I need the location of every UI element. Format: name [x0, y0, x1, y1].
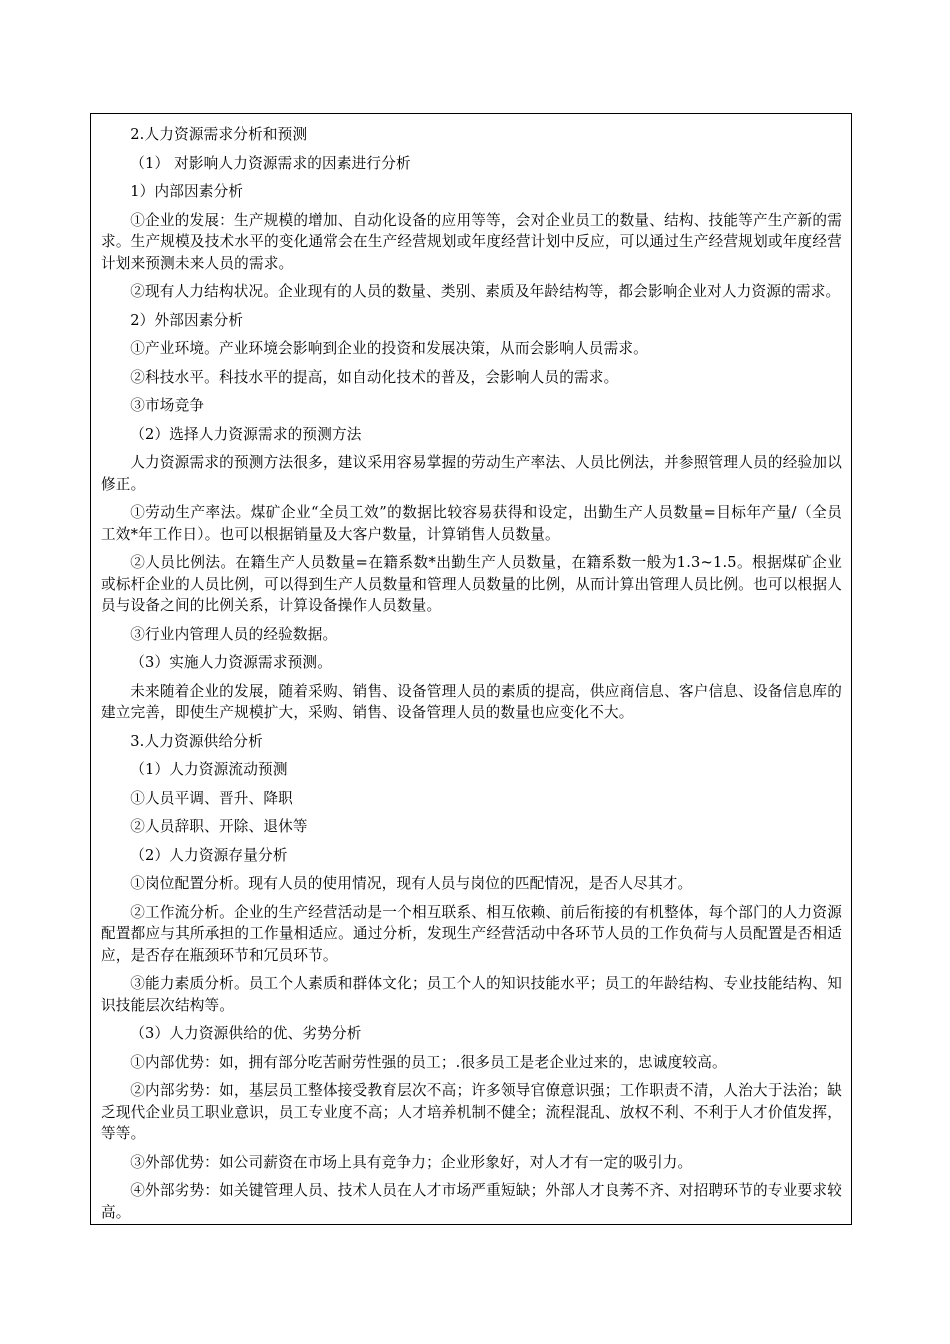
section-heading: 2.人力资源需求分析和预测: [130, 126, 308, 143]
body-paragraph: ①人员平调、晋升、降职: [130, 789, 293, 807]
body-paragraph: ②人员辞职、开除、退休等: [130, 818, 308, 835]
body-paragraph: 未来随着企业的发展，随着采购、销售、设备管理人员的素质的提高，供应商信息、客户信息、设备信息库的建立完善，即使生产规模扩大，采购、销售、设备管理人员的数量也应变化不大。: [101, 682, 842, 721]
sub-subsection-heading: 1）内部因素分析: [130, 183, 244, 200]
section-heading: 3.人力资源供给分析: [130, 732, 263, 750]
body-paragraph: ②工作流分析。企业的生产经营活动是一个相互联系、相互依赖、前后衔接的有机整体，每个部门的人力资源配置都应与其所承担的工作量相适应。通过分析，发现生产经营活动中各环节人员的工作负荷与人员配置是否相适应，是否存在瓶颈环节和冗员环节。: [101, 903, 842, 964]
subsection-heading: （3）人力资源供给的优、劣势分析: [130, 1025, 362, 1042]
body-paragraph: ③能力素质分析。员工个人素质和群体文化；员工个人的知识技能水平；员工的年龄结构、专业技能结构、知识技能层次结构等。: [101, 975, 842, 1014]
body-paragraph: ②人员比例法。在籍生产人员数量=在籍系数*出勤生产人员数量，在籍系数一般为1.3~1.5。根据煤矿企业或标杆企业的人员比例，可以得到生产人员数量和管理人员数量的比例，从而计算出管理人员比例。也可以根据人员与设备之间的比例关系，计算设备操作人员数量。: [101, 554, 842, 614]
body-paragraph: ①内部优势：如，拥有部分吃苦耐劳性强的员工；.很多员工是老企业过来的，忠诚度较高。: [130, 1053, 727, 1071]
body-paragraph: ③行业内管理人员的经验数据。: [130, 625, 338, 643]
document-table-cell: [90, 113, 852, 1225]
body-paragraph: ②现有人力结构状况。企业现有的人员的数量、类别、素质及年龄结构等，都会影响企业对人力资源的需求。: [130, 283, 841, 300]
body-paragraph: ②科技水平。科技水平的提高，如自动化技术的普及，会影响人员的需求。: [130, 368, 619, 386]
body-paragraph: ③市场竞争: [130, 397, 205, 414]
subsection-heading: （1） 对影响人力资源需求的因素进行分析: [130, 154, 411, 172]
body-paragraph: ①劳动生产率法。煤矿企业“全员工效”的数据比较容易获得和设定，出勤生产人员数量=目标年产量/（全员工效*年工作日）。也可以根据销量及大客户数量，计算销售人员数量。: [101, 504, 842, 543]
subsection-heading: （2）选择人力资源需求的预测方法: [130, 425, 362, 443]
subsection-heading: （2）人力资源存量分析: [130, 846, 288, 864]
body-paragraph: ④外部劣势：如关键管理人员、技术人员在人才市场严重短缺；外部人才良莠不齐、对招聘环节的专业要求较高。: [101, 1182, 842, 1221]
body-paragraph: 人力资源需求的预测方法很多，建议采用容易掌握的劳动生产率法、人员比例法，并参照管理人员的经验加以修正。: [101, 454, 842, 493]
subsection-heading: （1）人力资源流动预测: [130, 761, 288, 778]
sub-subsection-heading: 2）外部因素分析: [130, 311, 244, 329]
body-paragraph: ③外部优势：如公司薪资在市场上具有竞争力；企业形象好，对人才有一定的吸引力。: [130, 1153, 693, 1171]
body-paragraph: ①岗位配置分析。现有人员的使用情况，现有人员与岗位的匹配情况，是否人尽其才。: [130, 875, 693, 892]
body-paragraph: ①企业的发展：生产规模的增加、自动化设备的应用等等，会对企业员工的数量、结构、技能等产生产新的需求。生产规模及技术水平的变化通常会在生产经营规划或年度经营计划中反应，可以通过生产经营规划或年度经营计划来预测未来人员的需求。: [101, 211, 842, 272]
body-paragraph: ②内部劣势：如，基层员工整体接受教育层次不高；许多领导官僚意识强；工作职责不清，人治大于法治；缺乏现代企业员工职业意识，员工专业度不高；人才培养机制不健全；流程混乱、放权不利、不利于人才价值发挥，等等。: [101, 1082, 842, 1142]
subsection-heading: （3）实施人力资源需求预测。: [130, 654, 332, 671]
body-paragraph: ①产业环境。产业环境会影响到企业的投资和发展决策，从而会影响人员需求。: [130, 340, 648, 357]
